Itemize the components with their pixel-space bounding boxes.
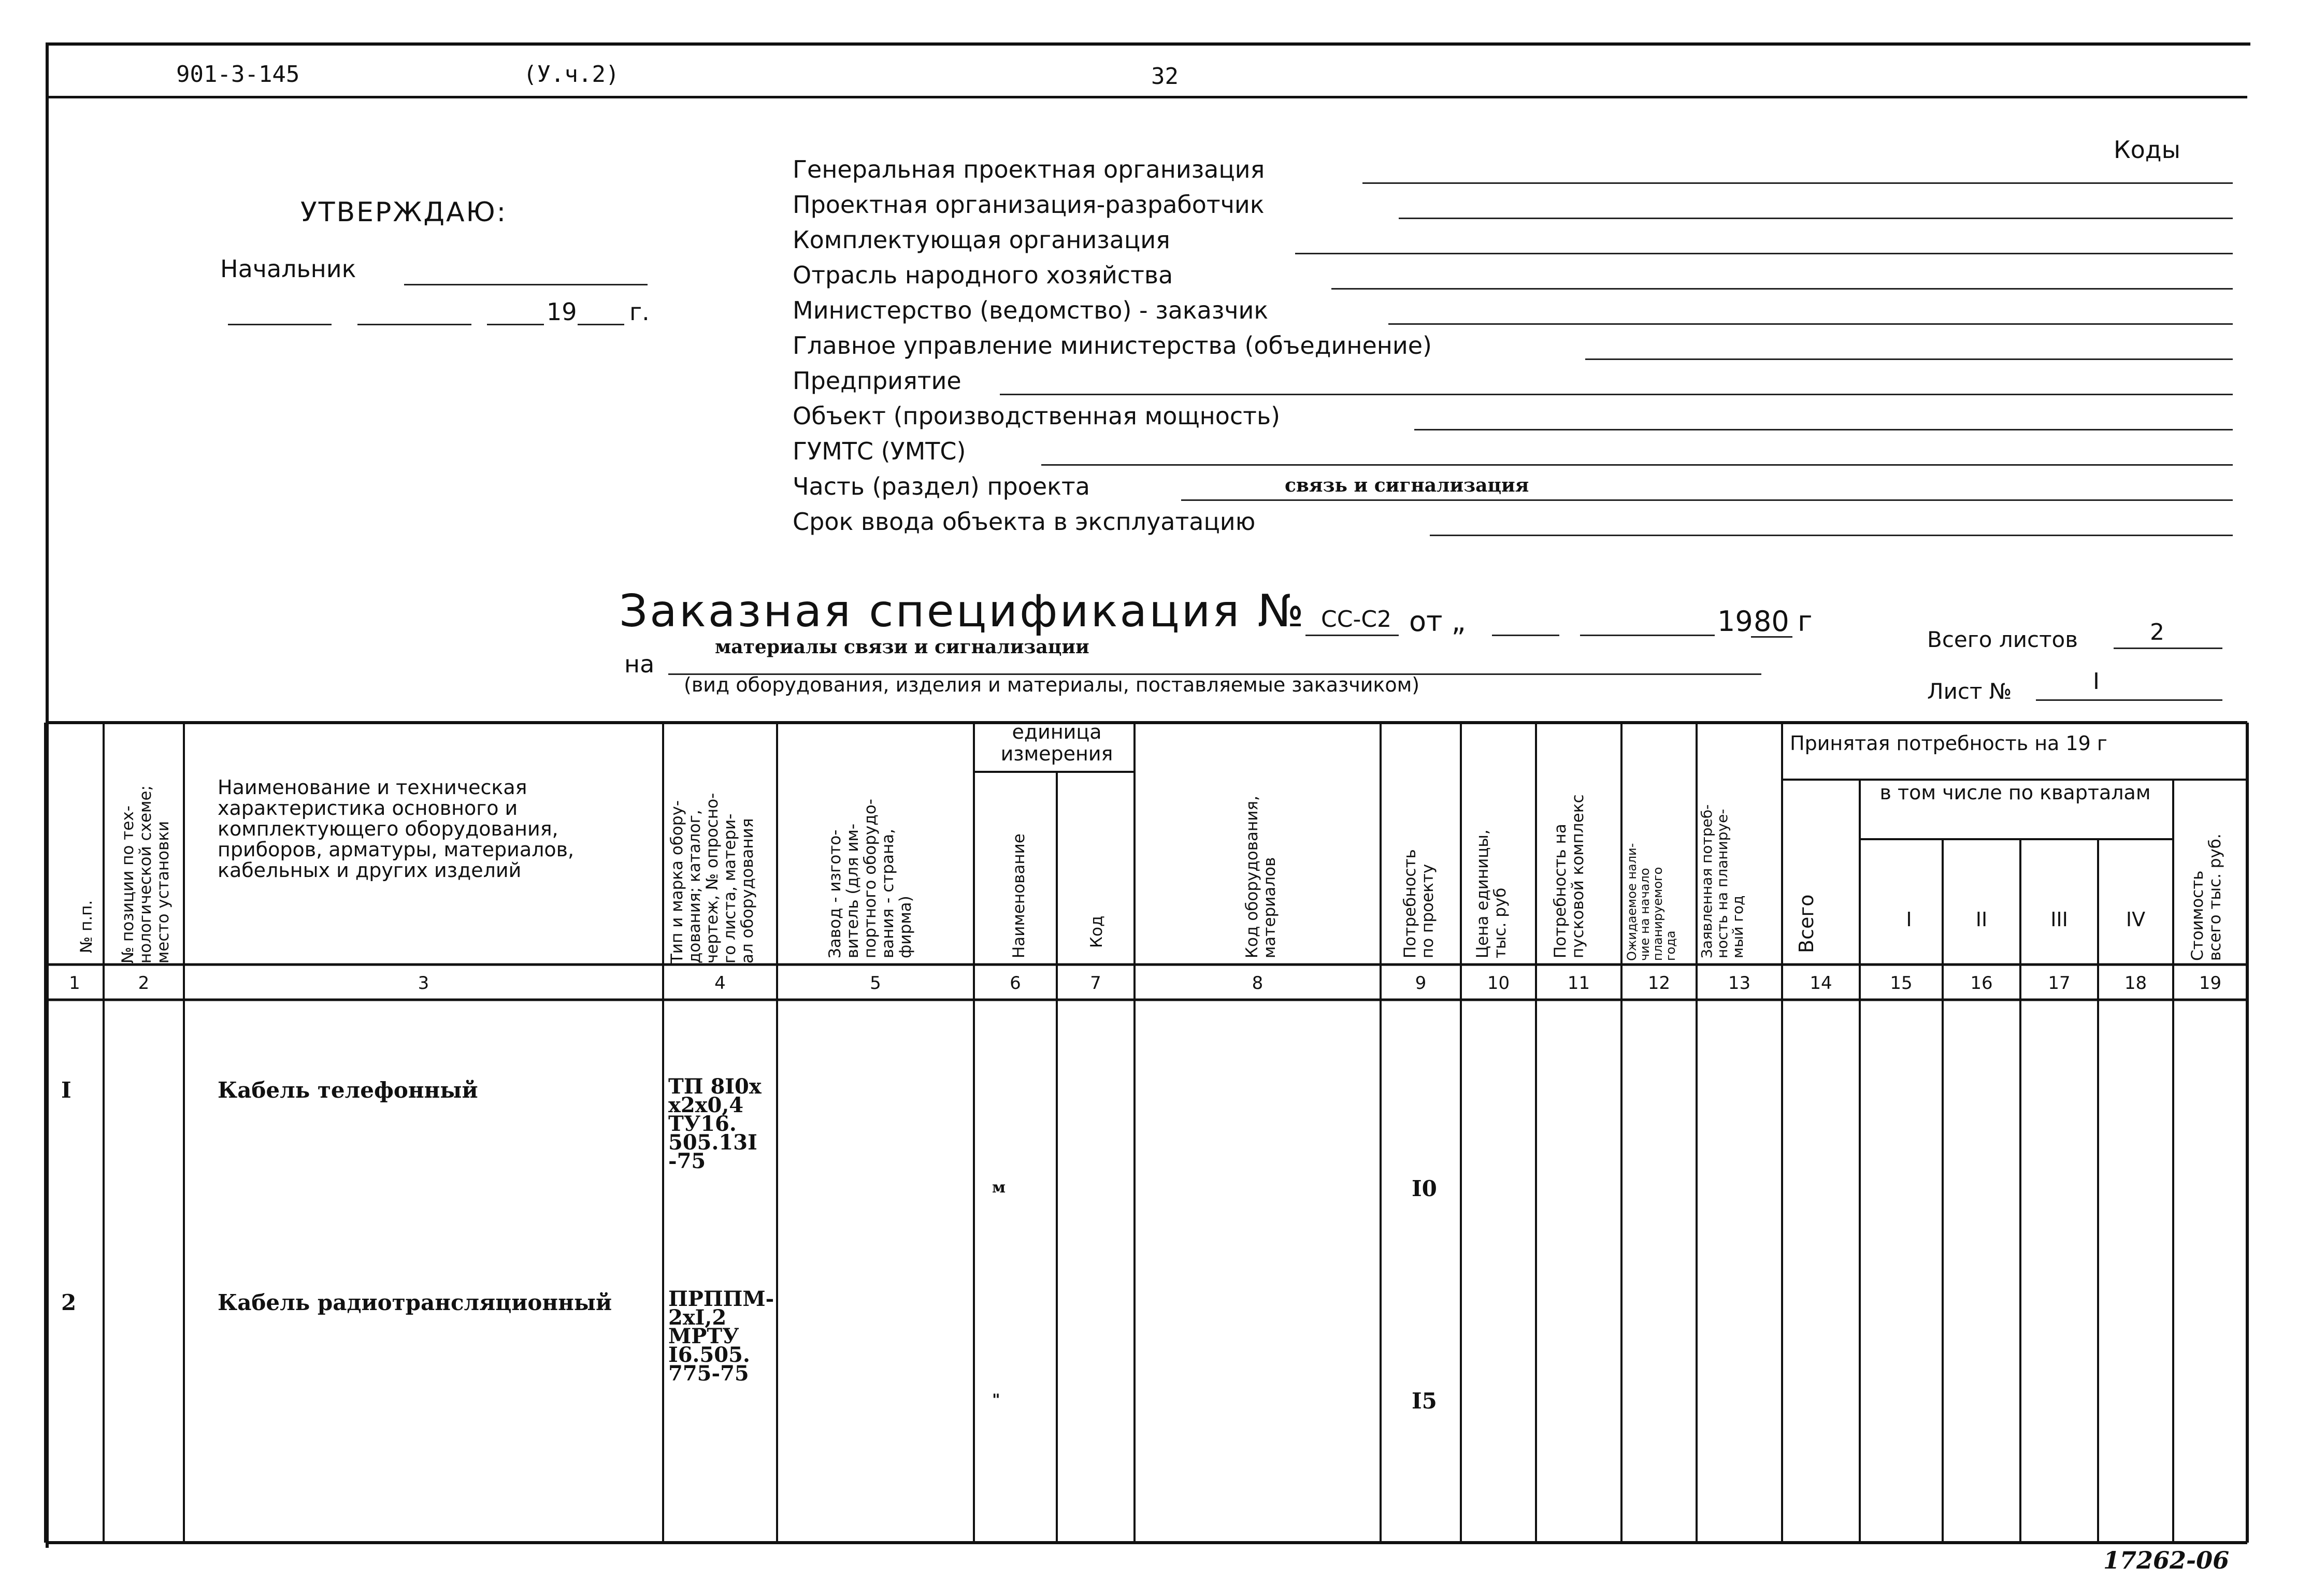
org-field-label: Генеральная проектная организация [793, 155, 1265, 183]
column-number: 12 [1647, 973, 1671, 994]
column-number: 6 [1010, 973, 1021, 994]
org-field-label: Срок ввода объекта в эксплуатацию [793, 508, 1256, 536]
column-number: 3 [418, 973, 429, 994]
column-number: 18 [2124, 973, 2147, 994]
org-field-value: связь и сигнализация [1285, 475, 1529, 496]
header-name: Наименование и техническая характеристика основного и комплектующего оборудования, приборов, арматуры, материалов, кабельных и других изделий [218, 776, 575, 882]
on-label: на [624, 650, 655, 678]
org-field-label: Часть (раздел) проекта [793, 472, 1090, 500]
column-number: 15 [1890, 973, 1913, 994]
row-number: 2 [61, 1290, 77, 1315]
header-position: № позиции по тех- нологической схеме; место установки [119, 785, 173, 964]
header-expected-stock: Ожидаемое нали- чие на начало планируемого года [1625, 843, 1678, 961]
column-number: 9 [1415, 973, 1427, 994]
column-number: 16 [1970, 973, 1993, 994]
org-field-label: Главное управление министерства (объединение) [793, 332, 1432, 360]
unit-name: " [992, 1391, 1000, 1409]
item-type-line: х2х0,4 [668, 1093, 744, 1117]
page-number: 32 [1151, 63, 1179, 90]
header-declared-need: Заявленная потреб- ность на планируе- мый год [1698, 804, 1746, 958]
item-type-line: 2хI,2 [668, 1305, 727, 1330]
header-unit-group: единица измерения [1000, 721, 1113, 765]
item-type-line: ПРППМ- [668, 1287, 774, 1311]
header-quarter-2: II [1975, 908, 1988, 931]
org-field-label: Отрасль народного хозяйства [793, 261, 1173, 289]
approval-title: УТВЕРЖДАЮ: [300, 197, 508, 228]
item-name: Кабель радиотрансляционный [218, 1290, 612, 1315]
item-type-line: 505.13I [668, 1130, 757, 1155]
column-number: 1 [69, 973, 80, 994]
column-number: 17 [2048, 973, 2071, 994]
header-total-cost: Стоимость всего тыс. руб. [2188, 833, 2224, 961]
chief-label: Начальник [220, 255, 356, 283]
column-number: 8 [1252, 973, 1264, 994]
org-field-label: Комплектующая организация [793, 226, 1170, 254]
spec-year-value: 80 [1754, 605, 1789, 638]
column-number: 7 [1090, 973, 1101, 994]
specification-number: СС-С2 [1321, 606, 1392, 632]
header-project-need: Потребность по проекту [1401, 849, 1437, 958]
spec-subject: материалы связи и сигнализации [715, 636, 1089, 658]
unit-name: м [992, 1178, 1006, 1197]
column-number: 14 [1810, 973, 1832, 994]
header-unit-price: Цена единицы, тыс. руб [1473, 829, 1510, 958]
total-sheets-value: 2 [2150, 619, 2164, 645]
column-number: 2 [138, 973, 150, 994]
header-quarters-group: в том числе по кварталам [1879, 781, 2151, 804]
sheet-number: I [2093, 668, 2100, 695]
spec-subject-caption: (вид оборудования, изделия и материалы, поставляемые заказчиком) [684, 673, 1420, 696]
item-type-line: ТУ16. [668, 1112, 737, 1136]
item-type-line: 775-75 [668, 1361, 749, 1386]
column-number: 5 [870, 973, 881, 994]
org-field-label: ГУМТС (УМТС) [793, 437, 966, 465]
volume-label: (У.ч.2) [523, 61, 620, 88]
row-number: I [61, 1077, 71, 1103]
header-type-brand: Тип и марка обору- дования; каталог, чертеж, № опросно- го листа, матери- ал оборудования [668, 793, 757, 964]
codes-label: Коды [2114, 136, 2180, 164]
header-equipment-code: Код оборудования, материалов [1243, 796, 1279, 958]
header-unit-name: Наименование [1010, 833, 1028, 958]
column-number: 10 [1487, 973, 1510, 994]
org-field-label: Объект (производственная мощность) [793, 402, 1281, 430]
spec-year-prefix: 19 [1717, 605, 1753, 638]
inventory-number: 17262-06 [2103, 1546, 2230, 1574]
document-code: 901-3-145 [176, 61, 300, 88]
from-label: от „ [1409, 605, 1466, 638]
project-quantity: I5 [1412, 1388, 1437, 1414]
date-year-suffix: г. [629, 298, 650, 326]
project-quantity: I0 [1412, 1176, 1437, 1201]
org-field-label: Проектная организация-разработчик [793, 191, 1265, 219]
item-type-line: -75 [668, 1149, 706, 1173]
column-number: 13 [1728, 973, 1751, 994]
column-number: 4 [714, 973, 726, 994]
specification-title: Заказная спецификация № [619, 585, 1307, 637]
org-field-label: Министерство (ведомство) - заказчик [793, 296, 1269, 324]
item-type-line: МРТУ [668, 1324, 739, 1348]
column-number: 11 [1567, 973, 1590, 994]
header-row-number: № п.п. [77, 900, 96, 953]
header-quarter-3: III [2050, 908, 2068, 931]
total-sheets-label: Всего листов [1927, 627, 2078, 652]
header-unit-code: Код [1087, 915, 1106, 948]
item-type-line: I6.505. [668, 1343, 750, 1367]
header-accepted-group: Принятая потребность на 19 г [1790, 732, 2107, 755]
spec-year-suffix: г [1798, 605, 1813, 638]
header-startup-need: Потребность на пусковой комплекс [1551, 794, 1587, 958]
header-total: Всего [1795, 894, 1818, 953]
header-quarter-1: I [1906, 908, 1912, 931]
column-number: 19 [2199, 973, 2222, 994]
item-type-line: ТП 8I0х [668, 1074, 762, 1099]
date-year-prefix: 19 [547, 298, 577, 326]
sheet-label: Лист № [1927, 679, 2012, 704]
org-field-label: Предприятие [793, 367, 961, 395]
header-manufacturer: Завод - изгото- витель (для им- портного оборудо- вания - страна, фирма) [826, 799, 915, 958]
header-quarter-4: IV [2126, 908, 2146, 931]
item-name: Кабель телефонный [218, 1077, 478, 1103]
